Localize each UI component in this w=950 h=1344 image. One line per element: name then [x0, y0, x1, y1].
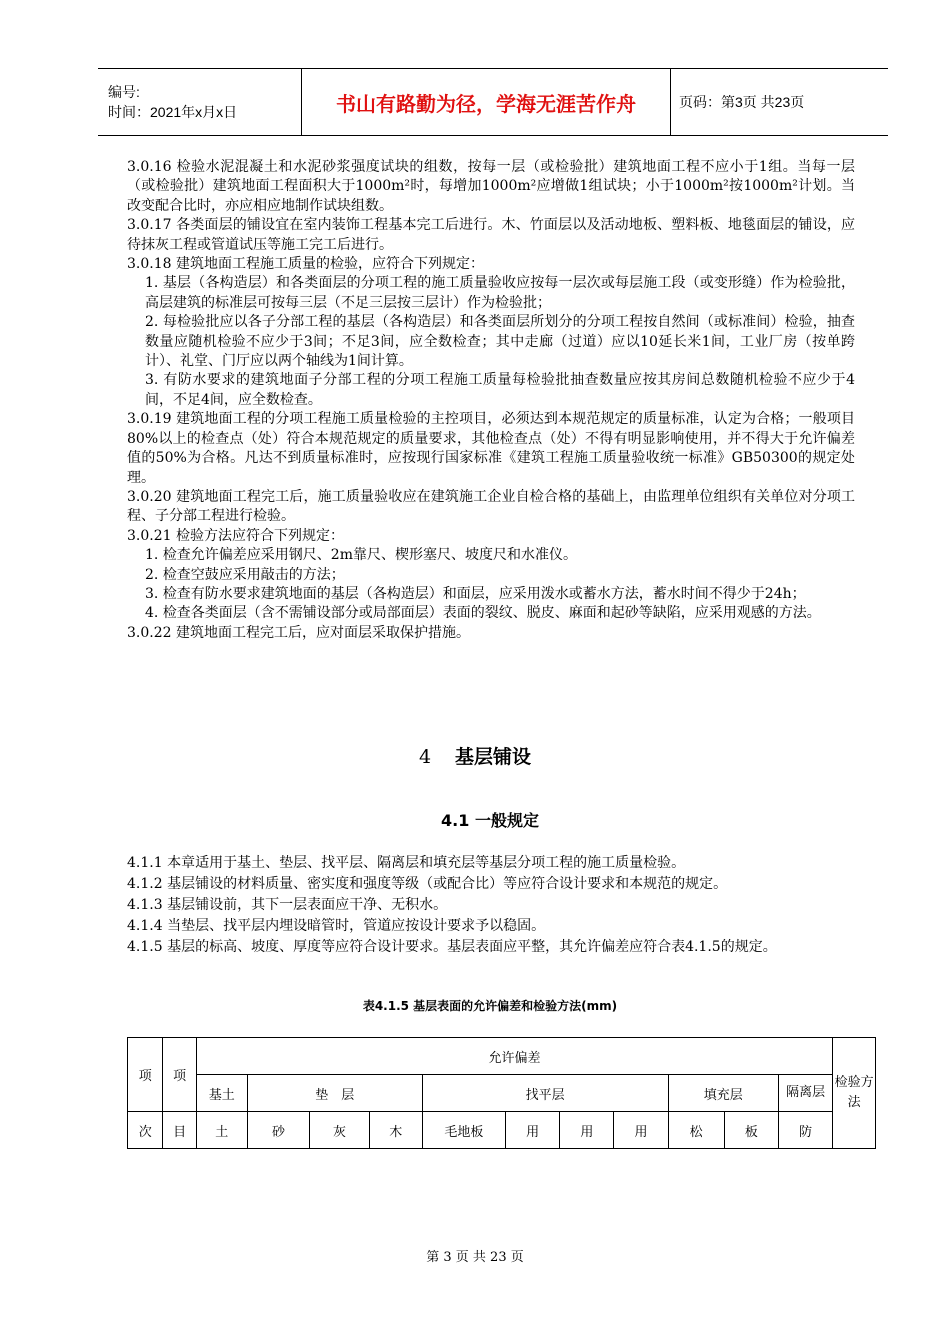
- header-cell-mu: 目: [163, 1112, 196, 1149]
- paragraph: 4.1.1 本章适用于基土、垫层、找平层、隔离层和填充层等基层分项工程的施工质量检验。: [127, 855, 686, 871]
- sub-cell: 砂: [247, 1112, 310, 1149]
- paragraph: 3.0.17 各类面层的铺设宜在室内装饰工程基本完工后进行。木、竹面层以及活动地板、塑料板、地毯面层的铺设，应待抹灰工程或管道试压等施工完工后进行。: [127, 217, 855, 253]
- sub-cell: 防: [778, 1112, 832, 1149]
- table-caption: 表4.1.5 基层表面的允许偏差和检验方法(mm): [362, 999, 618, 1013]
- paragraph: 1. 检查允许偏差应采用钢尺、2m靠尺、楔形塞尺、坡度尺和水准仪。: [145, 547, 577, 564]
- main-text-block: [127, 158, 855, 643]
- group-cell-jitu: 基土: [196, 1075, 247, 1112]
- header-cell-xiang: 项: [128, 1038, 163, 1112]
- sub-cell: 木: [369, 1112, 422, 1149]
- paragraph: 3.0.16 检验水泥混凝土和水泥砂浆强度试块的组数，按每一层（或检验批）建筑地面工程不应小于1组。当每一层（或检验批）建筑地面工程面积大于1000m²时，每增加1000m²应增做1组试块；小于1000m²按1000m²计划。当改变配合比时，亦应相应地制作试块组数。: [127, 159, 855, 214]
- section-text-block: [127, 853, 855, 958]
- chapter-title: 基层铺设: [455, 746, 532, 768]
- sub-cell: 用: [506, 1112, 560, 1149]
- sub-cell: 松: [668, 1112, 724, 1149]
- doc-number-label: 编号:: [108, 84, 140, 100]
- header-cell-method: 检验方法: [833, 1038, 876, 1149]
- paragraph: 3.0.22 建筑地面工程完工后，应对面层采取保护措施。: [127, 624, 470, 641]
- paragraph: 3.0.18 建筑地面工程施工质量的检验，应符合下列规定：: [127, 256, 484, 273]
- group-cell-dianceng: 垫 层: [247, 1075, 422, 1112]
- chapter-heading: [0, 742, 950, 769]
- paragraph: 4.1.2 基层铺设的材料质量、密实度和强度等级（或配合比）等应符合设计要求和本规范的规定。: [127, 876, 728, 892]
- paragraph: 3. 检查有防水要求建筑地面的基层（各构造层）和面层，应采用泼水或蓄水方法，蓄水时间不得少于24h；: [145, 585, 806, 602]
- chapter-number: 4: [418, 746, 432, 768]
- group-cell-tianchong: 填充层: [668, 1075, 778, 1112]
- sub-cell: 用: [560, 1112, 614, 1149]
- sub-cell: 灰: [310, 1112, 369, 1149]
- group-cell-geli: 隔离层: [778, 1075, 832, 1112]
- paragraph: 3. 有防水要求的建筑地面子分部工程的分项工程施工质量每检验批抽查数量应按其房间总数随机检验不应少于4间，不足4间，应全数检查。: [145, 372, 855, 408]
- paragraph: 3.0.21 检验方法应符合下列规定：: [127, 527, 344, 544]
- paragraph: 2. 检查空鼓应采用敲击的方法；: [145, 566, 345, 583]
- doc-time-label: 时间：2021年x月x日: [108, 104, 238, 120]
- page-header: [98, 68, 888, 136]
- header-cell-allowance: 允许偏差: [196, 1038, 832, 1075]
- header-meta: [98, 69, 302, 136]
- sub-cell: 毛地板: [422, 1112, 505, 1149]
- section-heading: 4.1 一般规定: [441, 811, 539, 830]
- page-footer: 第 3 页 共 23 页: [426, 1250, 524, 1265]
- tolerance-table: [127, 1037, 876, 1149]
- paragraph: 3.0.19 建筑地面工程的分项工程施工质量检验的主控项目，必须达到本规范规定的质量标准，认定为合格；一般项目80%以上的检查点（处）符合本规范规定的质量要求，其他检查点（处）不得有明显影响使用，并不得大于允许偏差值的50%为合格。凡达不到质量标准时，应按现行国家标准《建筑工程施工质量验收统一标准》GB50300的规定处理。: [127, 411, 855, 486]
- header-page-info: 页码：第3页 共23页: [671, 69, 889, 136]
- paragraph: 4.1.4 当垫层、找平层内埋设暗管时，管道应按设计要求予以稳固。: [127, 918, 546, 934]
- header-motto: 书山有路勤为径，学海无涯苦作舟: [302, 69, 671, 136]
- sub-cell: 用: [614, 1112, 668, 1149]
- header-cell-xiang2: 项: [163, 1038, 196, 1112]
- paragraph: 4.1.5 基层的标高、坡度、厚度等应符合设计要求。基层表面应平整，其允许偏差应符合表4.1.5的规定。: [127, 939, 777, 955]
- paragraph: 1. 基层（各构造层）和各类面层的分项工程的施工质量验收应按每一层次或每层施工段（或变形缝）作为检验批，高层建筑的标准层可按每三层（不足三层按三层计）作为检验批；: [145, 275, 855, 311]
- group-cell-zhaoping: 找平层: [422, 1075, 668, 1112]
- paragraph: 4.1.3 基层铺设前，其下一层表面应干净、无积水。: [127, 897, 448, 913]
- sub-cell: 板: [724, 1112, 778, 1149]
- paragraph: 2. 每检验批应以各子分部工程的基层（各构造层）和各类面层所划分的分项工程按自然间（或标准间）检验，抽查数量应随机检验不应少于3间；不足3间，应全数检查；其中走廊（过道）应以10延长米1间，工业厂房（按单跨计）、礼堂、门厅应以两个轴线为1间计算。: [145, 314, 855, 370]
- header-cell-ci: 次: [128, 1112, 163, 1149]
- paragraph: 4. 检查各类面层（含不需铺设部分或局部面层）表面的裂纹、脱皮、麻面和起砂等缺陷，应采用观感的方法。: [145, 605, 821, 622]
- sub-cell: 土: [196, 1112, 247, 1149]
- paragraph: 3.0.20 建筑地面工程完工后，施工质量验收应在建筑施工企业自检合格的基础上，由监理单位组织有关单位对分项工程、子分部工程进行检验。: [127, 488, 855, 525]
